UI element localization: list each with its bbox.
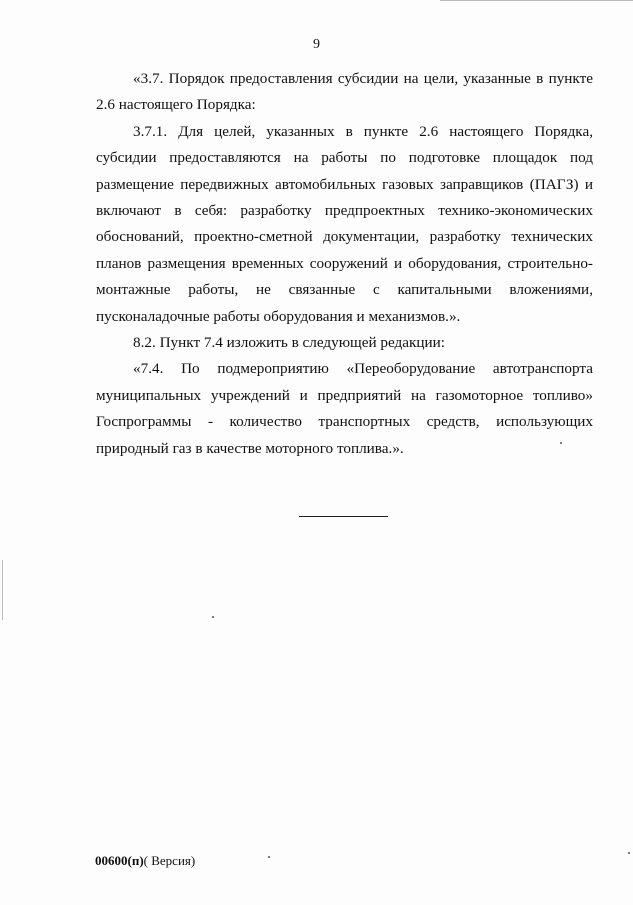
document-footer (95, 853, 195, 869)
paragraph-3-7-1: 3.7.1. Для целей, указанных в пункте 2.6 настоящего Порядка, субсидии предоставляются на работы по подготовке площадок под размещение передвижных автомобильных газовых заправщиков (ПАГЗ) и включают в себя: разработку предпроектных технико-экономических обоснований, проектно-сметной документации, разработку технических планов размещения временных сооружений и оборудования, строительно-монтажные работы, не связанные с капитальными вложениями, пусконаладочные работы оборудования и механизмов.». (96, 122, 593, 325)
document-code: 00600(п) (95, 853, 144, 868)
document-version: ( Версия) (143, 853, 196, 868)
document-body (96, 66, 593, 462)
paragraph-7-4: «7.4. По подмероприятию «Переоборудование автотранспорта муниципальных учреждений и предприятий на газомоторное топливо» Госпрограммы - количество транспортных средств, использующих природный газ в качестве моторного топлива.». (96, 360, 593, 457)
scan-speck (212, 616, 214, 618)
scan-edge-left (2, 560, 3, 620)
paragraph-8-2: 8.2. Пункт 7.4 изложить в следующей редакции: (133, 334, 446, 352)
paragraph-3-7: «3.7. Порядок предоставления субсидии на цели, указанные в пункте 2.6 настоящего Порядка: (96, 70, 593, 114)
page-number: 9 (313, 37, 320, 52)
scan-speck (628, 852, 630, 854)
section-divider-line (299, 516, 388, 517)
scan-speck (560, 442, 562, 444)
scan-speck (268, 856, 270, 858)
scan-edge-top (440, 0, 633, 1)
